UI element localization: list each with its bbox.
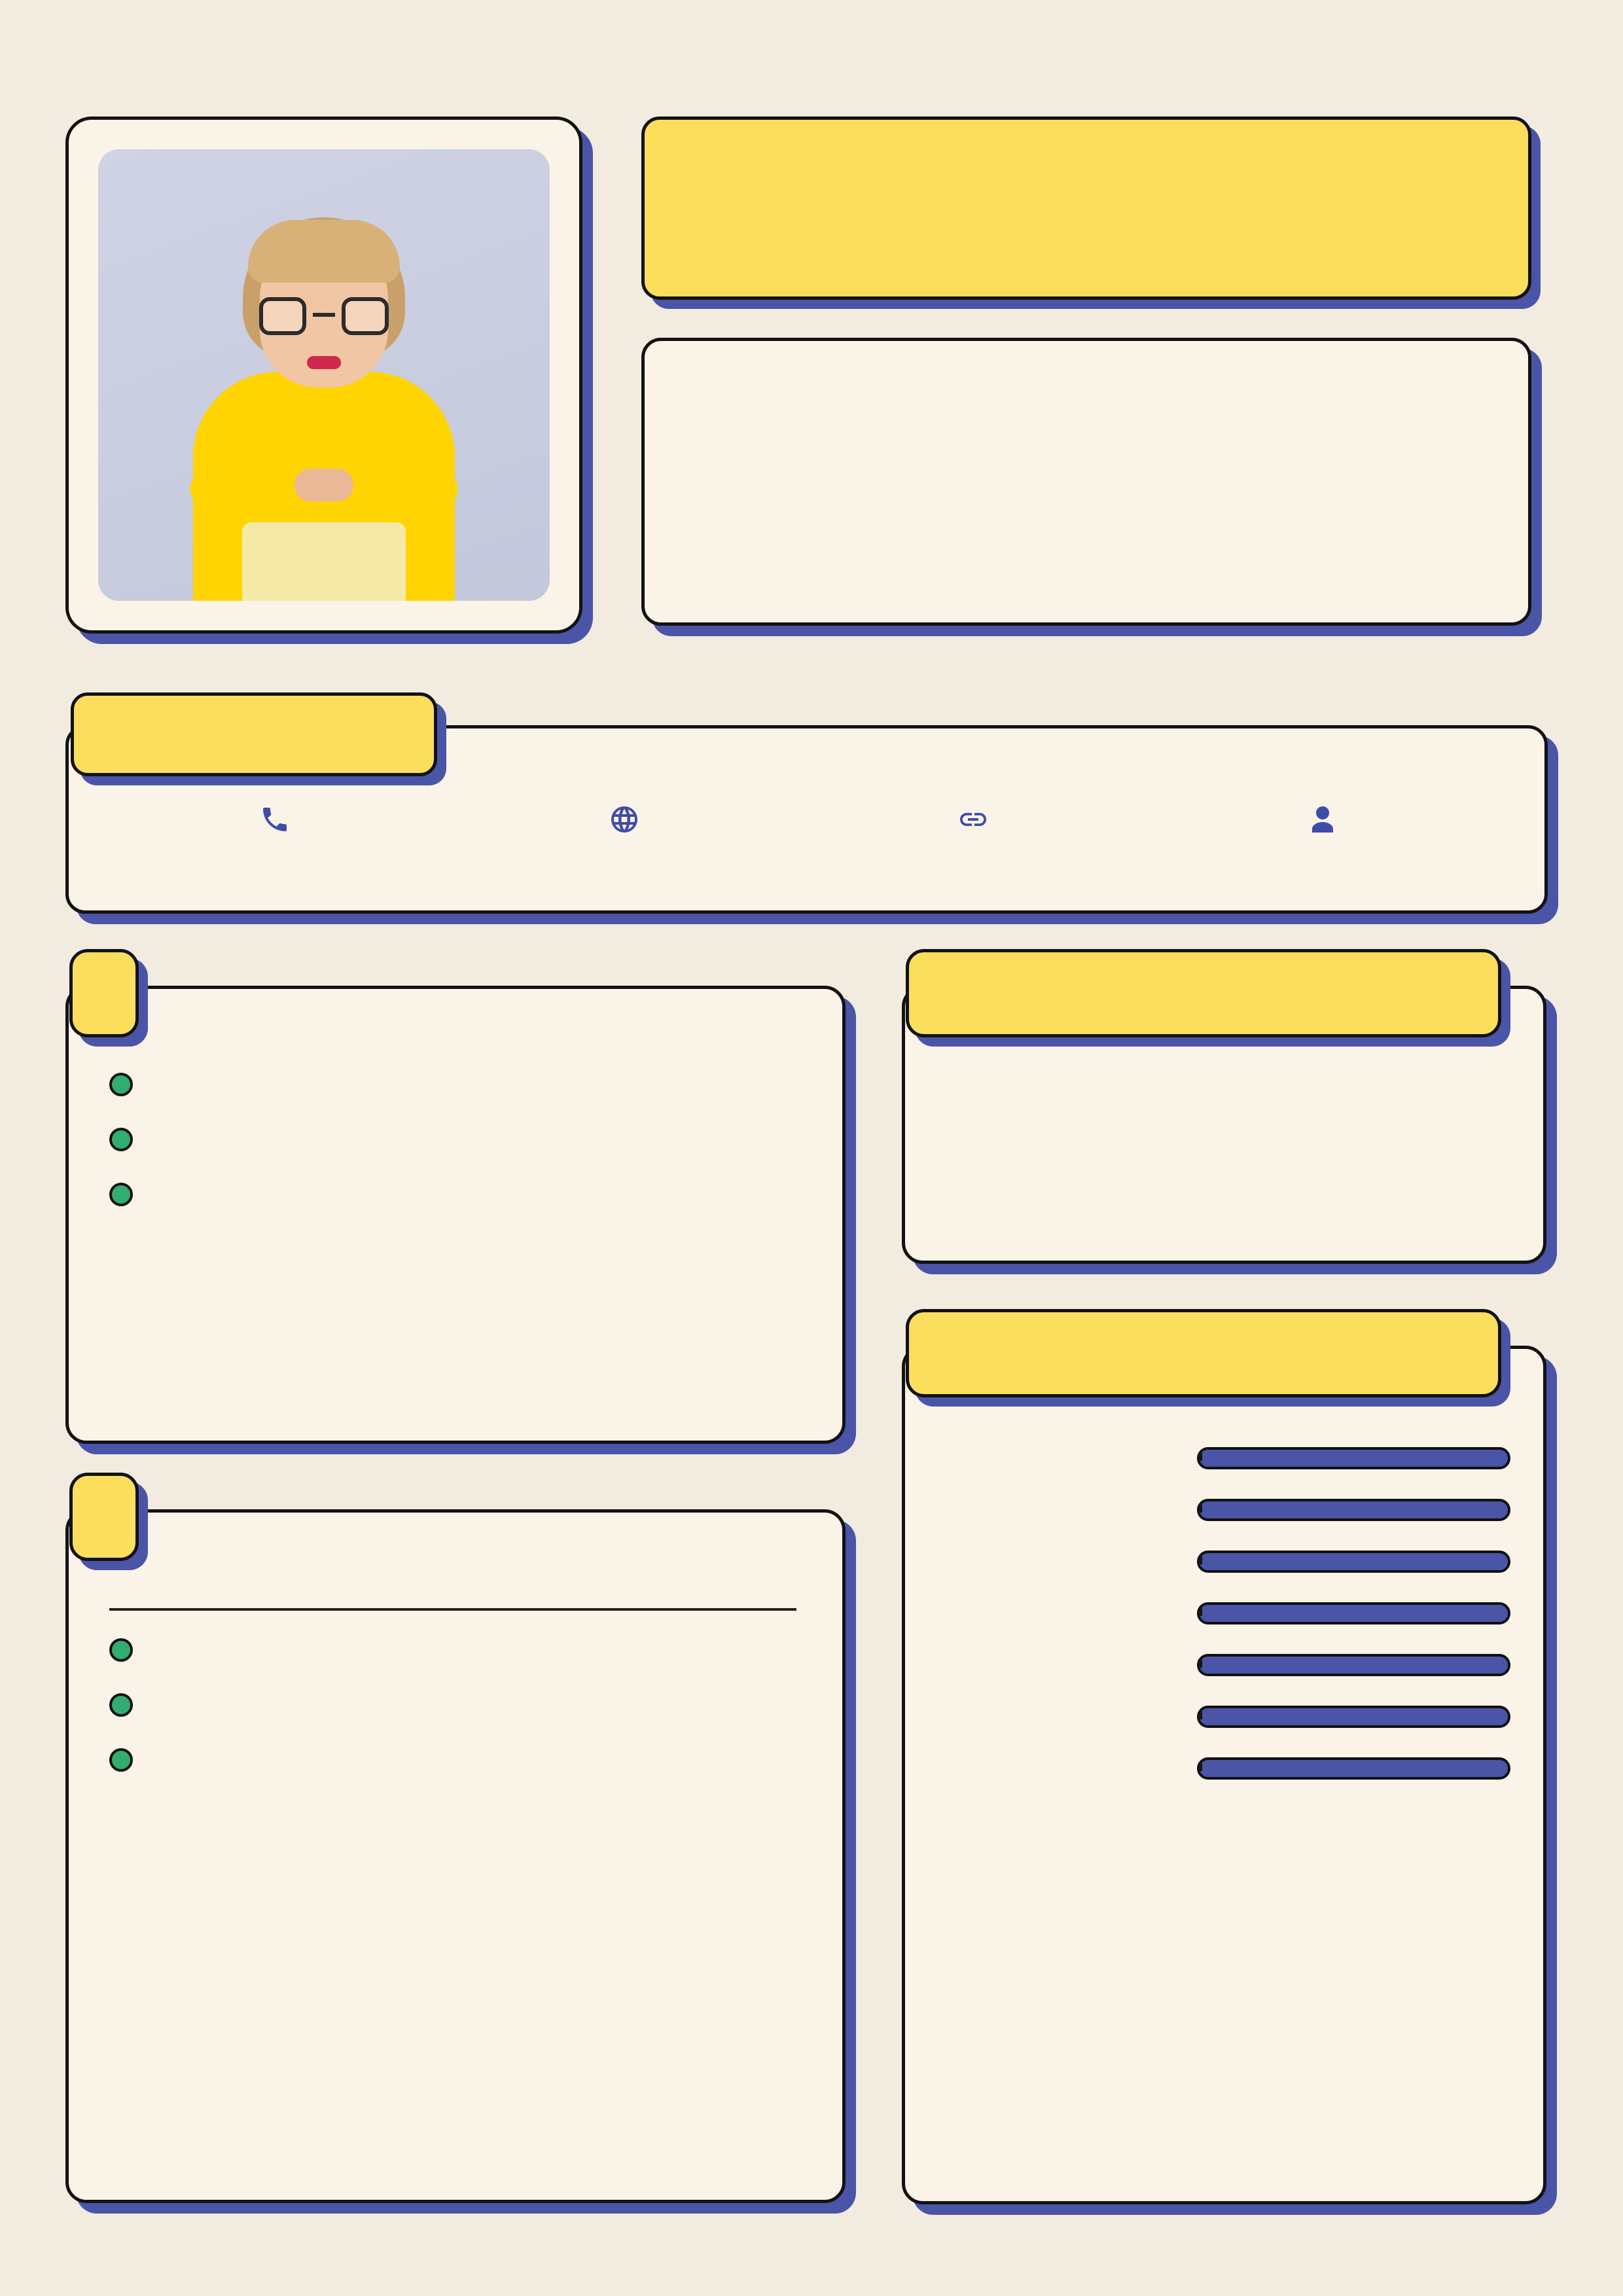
skill-bar bbox=[1197, 1551, 1510, 1573]
skill-bar bbox=[1197, 1447, 1510, 1469]
professional-summary-body bbox=[65, 986, 846, 1444]
contact-section bbox=[65, 692, 1564, 925]
contact-item-website[interactable] bbox=[607, 802, 658, 837]
phone-icon bbox=[257, 802, 293, 837]
contact-item-handle[interactable] bbox=[1305, 802, 1356, 837]
bullet-icon bbox=[109, 1128, 133, 1151]
header-section bbox=[65, 117, 1564, 640]
bullet-icon bbox=[109, 1638, 133, 1662]
divider bbox=[109, 1608, 796, 1611]
photo-card bbox=[65, 117, 582, 634]
bullet-icon bbox=[109, 1073, 133, 1096]
bullet-icon bbox=[109, 1748, 133, 1772]
bullet-icon bbox=[109, 1183, 133, 1206]
list-item bbox=[109, 1633, 796, 1662]
skill-row bbox=[942, 1654, 1510, 1676]
profile-photo bbox=[98, 149, 550, 601]
professional-experience-list bbox=[109, 1633, 796, 1772]
professional-experience-title bbox=[69, 1473, 139, 1561]
skill-row bbox=[942, 1757, 1510, 1780]
skills-title bbox=[906, 1309, 1501, 1397]
list-item bbox=[109, 1177, 796, 1206]
bullet-icon bbox=[109, 1693, 133, 1717]
professional-summary-title bbox=[69, 949, 139, 1037]
skill-bar bbox=[1197, 1706, 1510, 1728]
list-item bbox=[109, 1743, 796, 1772]
contact-item-phone[interactable] bbox=[257, 802, 308, 837]
education-title bbox=[906, 949, 1501, 1037]
skill-row bbox=[942, 1447, 1510, 1469]
professional-summary-list bbox=[109, 1067, 796, 1206]
skill-row bbox=[942, 1706, 1510, 1728]
skill-bar bbox=[1197, 1757, 1510, 1780]
skill-row bbox=[942, 1602, 1510, 1624]
contact-item-email[interactable] bbox=[955, 802, 1007, 837]
list-item bbox=[109, 1067, 796, 1096]
list-item bbox=[109, 1688, 796, 1717]
list-item bbox=[109, 1122, 796, 1151]
professional-experience-body bbox=[65, 1509, 846, 2203]
contact-title bbox=[71, 692, 437, 776]
globe-icon bbox=[607, 802, 642, 837]
profile-summary-card bbox=[641, 338, 1531, 626]
link-icon bbox=[955, 802, 991, 837]
skill-row bbox=[942, 1551, 1510, 1573]
skill-bar bbox=[1197, 1499, 1510, 1521]
name-banner bbox=[641, 117, 1531, 300]
skills-body bbox=[902, 1346, 1546, 2204]
user-icon bbox=[1305, 802, 1340, 837]
skill-row bbox=[942, 1499, 1510, 1521]
skill-bar bbox=[1197, 1654, 1510, 1676]
skill-bar bbox=[1197, 1602, 1510, 1624]
